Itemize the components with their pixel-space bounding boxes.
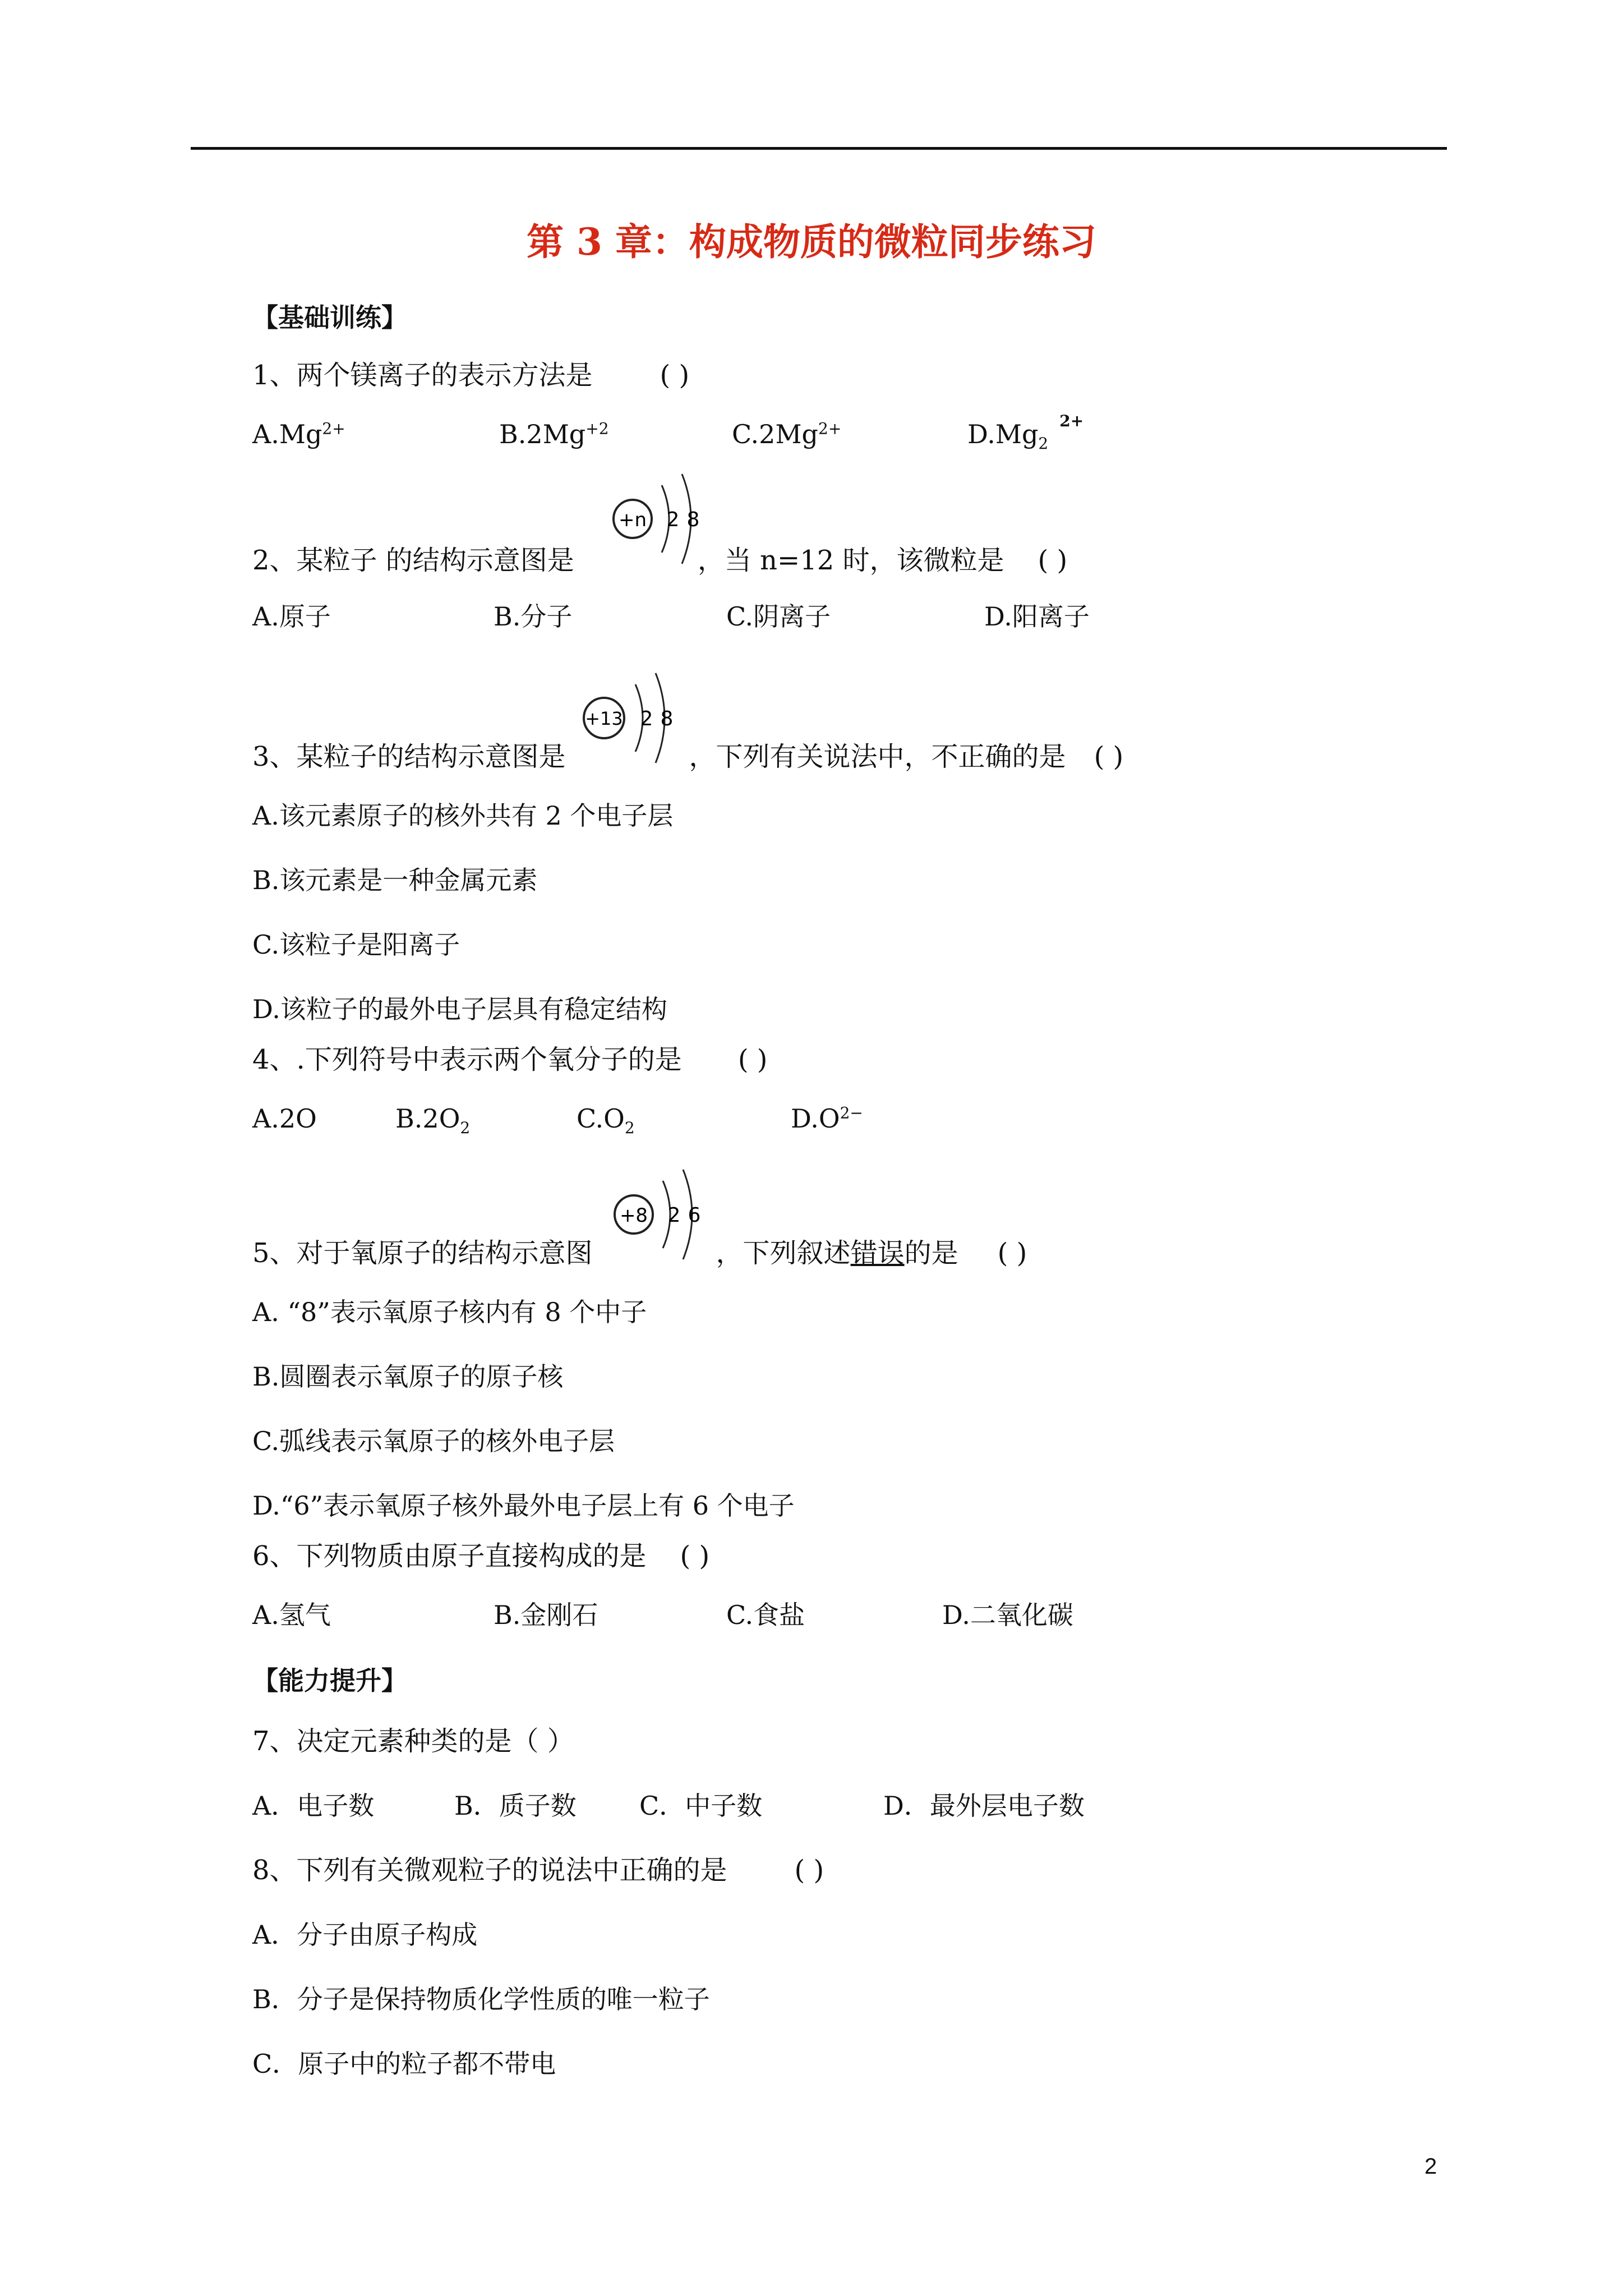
nucleus-label: +13 xyxy=(585,708,623,729)
nucleus-label: +8 xyxy=(619,1204,648,1227)
question-7-option-b: B．质子数 xyxy=(454,1791,577,1821)
question-8-stem: 8、下列有关微观粒子的说法中正确的是 ( ) xyxy=(252,1855,824,1886)
answer-blank: ( ) xyxy=(660,360,690,391)
question-5-stem: 5、对于氧原子的结构示意图 ，下列叙述错误的是 ( ) xyxy=(252,1237,1027,1269)
question-2-stem: 2、某粒子 的结构示意图是 ，当 n=12 时，该微粒是 ( ) xyxy=(252,545,1068,576)
question-1-option-b: $B.2Mg^{+2}$ xyxy=(499,419,609,449)
question-3-option-a: A.该元素原子的核外共有 2 个电子层 xyxy=(252,800,674,831)
question-1-stem: 1、两个镁离子的表示方法是 ( ) xyxy=(252,360,690,391)
page-number: 2 xyxy=(1424,2154,1437,2179)
nucleus-label: +n xyxy=(618,509,647,531)
question-1-option-d: $D.Mg_2^{2+}$ xyxy=(967,411,1084,453)
section-ability-improvement: 【能力提升】 xyxy=(252,1665,407,1696)
question-7-stem: 7、决定元素种类的是（ ） xyxy=(252,1726,574,1757)
shell-2-electrons: 6 xyxy=(688,1204,701,1227)
answer-blank: ( ) xyxy=(997,1237,1027,1269)
question-2-option-d: D.阳离子 xyxy=(984,601,1090,632)
question-2-option-b: B.分子 xyxy=(494,601,573,632)
section-basic-training: 【基础训练】 xyxy=(252,302,407,333)
answer-blank: ( ) xyxy=(737,1044,768,1075)
question-8-option-a: A．分子由原子构成 xyxy=(252,1920,478,1950)
header-rule xyxy=(191,147,1447,150)
shell-1-electrons: 2 xyxy=(667,1204,681,1227)
question-3-option-c: C.该粒子是阳离子 xyxy=(252,930,460,960)
question-6-stem: 6、下列物质由原子直接构成的是 ( ) xyxy=(252,1540,710,1572)
question-5-option-a: A. “8”表示氧原子核内有 8 个中子 xyxy=(252,1297,647,1327)
question-6-option-a: A.氢气 xyxy=(252,1600,331,1630)
answer-blank: ( ) xyxy=(680,1540,710,1572)
question-4-option-b: $B.2O_2$ xyxy=(395,1103,471,1138)
question-3-option-d: D.该粒子的最外电子层具有稳定结构 xyxy=(252,994,667,1024)
question-4-option-d: $D.O^{2-}$ xyxy=(791,1103,863,1134)
page-title: 第 3 章：构成物质的微粒同步练习 xyxy=(527,220,1096,264)
question-7-option-c: C．中子数 xyxy=(639,1791,763,1821)
question-2-option-a: A.原子 xyxy=(252,601,331,632)
question-5-option-b: B.圆圈表示氧原子的原子核 xyxy=(252,1361,564,1392)
question-4-option-a: A.2O xyxy=(252,1103,317,1134)
question-4-stem: 4、.下列符号中表示两个氧分子的是 ( ) xyxy=(252,1044,768,1075)
shell-2-electrons: 8 xyxy=(686,508,700,531)
question-7-option-d: D．最外层电子数 xyxy=(883,1791,1085,1821)
underlined-word: 错误 xyxy=(850,1237,905,1269)
question-4-option-c: $C.O_2$ xyxy=(577,1103,635,1138)
question-5-option-d: D.“6”表示氧原子核外最外电子层上有 6 个电子 xyxy=(252,1490,795,1521)
question-8-option-b: B．分子是保持物质化学性质的唯一粒子 xyxy=(252,1984,710,2014)
answer-blank: ( ) xyxy=(794,1855,824,1886)
question-5-option-c: C.弧线表示氧原子的核外电子层 xyxy=(252,1426,615,1456)
question-3-stem: 3、某粒子的结构示意图是 ，下列有关说法中，不正确的是 ( ) xyxy=(252,741,1124,772)
question-1-option-a: $A.Mg^{2+}$ xyxy=(252,419,345,449)
question-6-option-c: C.食盐 xyxy=(726,1600,805,1630)
question-8-option-c: C．原子中的粒子都不带电 xyxy=(252,2049,556,2079)
question-7-option-a: A．电子数 xyxy=(252,1791,375,1821)
question-1-option-c: $C.2Mg^{2+}$ xyxy=(732,419,842,449)
question-6-option-b: B.金刚石 xyxy=(494,1600,598,1630)
shell-1-electrons: 2 xyxy=(666,508,680,531)
answer-blank: ( ) xyxy=(1094,741,1124,772)
shell-2-electrons: 8 xyxy=(660,707,674,730)
question-2-option-c: C.阴离子 xyxy=(726,601,831,632)
shell-1-electrons: 2 xyxy=(640,707,653,730)
answer-blank: ( ) xyxy=(1038,545,1068,576)
question-3-option-b: B.该元素是一种金属元素 xyxy=(252,865,538,895)
question-6-option-d: D.二氧化碳 xyxy=(942,1600,1073,1630)
